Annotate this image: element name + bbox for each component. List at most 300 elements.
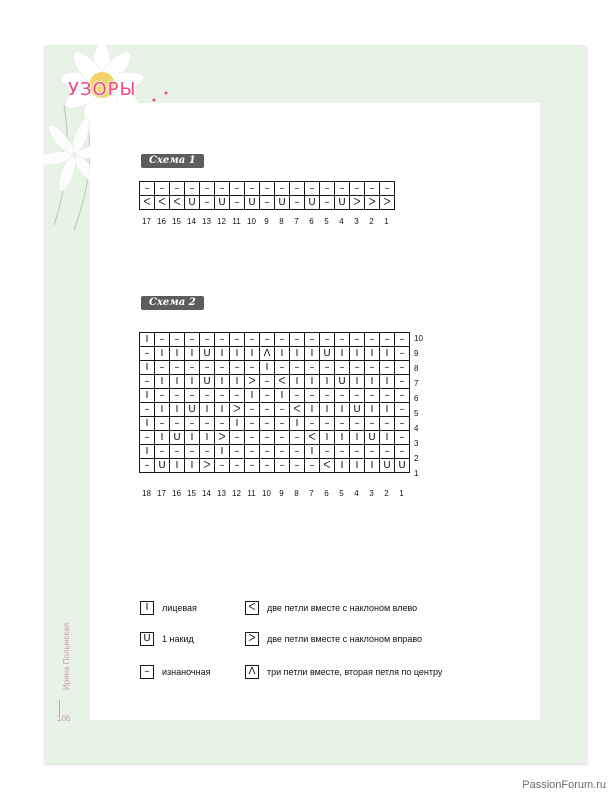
chart-cell: – xyxy=(245,333,260,347)
column-number: 16 xyxy=(172,489,181,498)
legend-label: изнаночная xyxy=(162,667,211,677)
legend-label: лицевая xyxy=(162,603,197,613)
chart-cell: U xyxy=(185,403,200,417)
chart-cell: U xyxy=(335,196,350,210)
chart-cell: U xyxy=(155,459,170,473)
chart-cell: I xyxy=(200,403,215,417)
chart-cell: I xyxy=(290,347,305,361)
chart-cell: – xyxy=(290,361,305,375)
legend-item-purl xyxy=(140,665,210,679)
chart-row xyxy=(140,347,410,361)
chart-cell: – xyxy=(260,459,275,473)
chart-cell: – xyxy=(365,417,380,431)
chart-cell: U xyxy=(200,347,215,361)
chart-row xyxy=(140,375,410,389)
chart-cell: U xyxy=(170,431,185,445)
chart-cell: – xyxy=(215,417,230,431)
chart-cell: – xyxy=(200,196,215,210)
column-number: 4 xyxy=(354,489,359,498)
chart-cell: ᐸ xyxy=(290,403,305,417)
author-name: Ирина Полынская xyxy=(62,622,71,690)
chart-cell: U xyxy=(245,196,260,210)
chart-cell: I xyxy=(230,375,245,389)
row-number: 7 xyxy=(414,379,419,388)
chart-cell: – xyxy=(230,361,245,375)
chart-cell: I xyxy=(140,445,155,459)
chart-cell: I xyxy=(140,361,155,375)
row-number: 3 xyxy=(414,439,419,448)
chart-cell: I xyxy=(155,347,170,361)
column-number: 9 xyxy=(279,489,284,498)
chart-cell: I xyxy=(215,347,230,361)
column-number: 5 xyxy=(324,217,329,226)
column-number: 13 xyxy=(217,489,226,498)
column-number: 11 xyxy=(232,217,241,226)
chart-cell: I xyxy=(215,403,230,417)
chart-row xyxy=(140,361,410,375)
chart-cell: I xyxy=(185,375,200,389)
chart-cell: I xyxy=(170,459,185,473)
legend-item-knit xyxy=(140,601,197,615)
column-number: 9 xyxy=(264,217,269,226)
chart-cell: – xyxy=(275,417,290,431)
column-number: 2 xyxy=(384,489,389,498)
scheme-1-column-numbers xyxy=(139,217,394,226)
chart-cell: – xyxy=(245,459,260,473)
chart-cell: – xyxy=(170,445,185,459)
chart-cell: – xyxy=(320,417,335,431)
chart-cell: I xyxy=(155,403,170,417)
chart-cell: – xyxy=(395,333,410,347)
legend-item-yarn-over xyxy=(140,632,194,646)
k2tog-left-symbol-icon: ᐸ xyxy=(245,601,259,615)
legend-item-k3tog-center xyxy=(245,665,442,679)
column-number: 6 xyxy=(309,217,314,226)
chart-cell: I xyxy=(305,347,320,361)
chart-cell: I xyxy=(245,347,260,361)
chart-cell: – xyxy=(260,431,275,445)
chart-cell: – xyxy=(260,182,275,196)
chart-cell: I xyxy=(170,347,185,361)
chart-cell: – xyxy=(320,445,335,459)
chart-cell: I xyxy=(245,389,260,403)
chart-cell: – xyxy=(365,333,380,347)
chart-cell: I xyxy=(380,431,395,445)
chart-cell: – xyxy=(200,417,215,431)
chart-row xyxy=(140,182,395,196)
chart-cell: – xyxy=(335,333,350,347)
column-number: 10 xyxy=(247,217,256,226)
column-number: 7 xyxy=(309,489,314,498)
chart-cell: I xyxy=(290,417,305,431)
chart-cell: – xyxy=(335,182,350,196)
chart-cell: I xyxy=(140,389,155,403)
chart-cell: I xyxy=(350,347,365,361)
legend-item-k2tog-left xyxy=(245,601,417,615)
chart-cell: – xyxy=(185,361,200,375)
chart-cell: – xyxy=(350,445,365,459)
chart-cell: – xyxy=(320,182,335,196)
chart-cell: ᐳ xyxy=(200,459,215,473)
chart-cell: I xyxy=(305,403,320,417)
chart-cell: I xyxy=(380,403,395,417)
chart-cell: I xyxy=(335,347,350,361)
column-number: 10 xyxy=(262,489,271,498)
chart-row xyxy=(140,445,410,459)
row-number: 5 xyxy=(414,409,419,418)
chart-cell: – xyxy=(215,333,230,347)
column-number: 17 xyxy=(142,217,151,226)
chart-cell: – xyxy=(395,445,410,459)
chart-cell: ᐸ xyxy=(155,196,170,210)
chart-cell: I xyxy=(365,459,380,473)
chart-cell: – xyxy=(140,403,155,417)
chart-cell: I xyxy=(140,333,155,347)
chart-cell: – xyxy=(275,431,290,445)
column-number: 8 xyxy=(279,217,284,226)
chart-row xyxy=(140,431,410,445)
chart-cell: I xyxy=(320,403,335,417)
chart-cell: – xyxy=(155,389,170,403)
chart-cell: ᐸ xyxy=(140,196,155,210)
column-number: 18 xyxy=(142,489,151,498)
chart-cell: – xyxy=(170,182,185,196)
chart-cell: ᐳ xyxy=(380,196,395,210)
chart-cell: ᐸ xyxy=(320,459,335,473)
chart-cell: – xyxy=(185,445,200,459)
chart-cell: – xyxy=(320,361,335,375)
column-number: 1 xyxy=(399,489,404,498)
chart-cell: – xyxy=(395,403,410,417)
chart-cell: – xyxy=(245,361,260,375)
scheme-2-chart xyxy=(139,332,410,473)
chart-cell: – xyxy=(140,182,155,196)
chart-cell: I xyxy=(305,375,320,389)
knit-symbol-icon: I xyxy=(140,601,154,615)
chart-cell: – xyxy=(230,445,245,459)
chart-cell: – xyxy=(155,445,170,459)
chart-cell: – xyxy=(155,182,170,196)
k2tog-right-symbol-icon: ᐳ xyxy=(245,632,259,646)
chart-cell: I xyxy=(320,375,335,389)
chart-cell: – xyxy=(170,417,185,431)
page-number: 106 xyxy=(57,714,71,723)
chart-cell: – xyxy=(215,182,230,196)
chart-cell: – xyxy=(170,389,185,403)
chart-cell: – xyxy=(380,445,395,459)
chart-cell: I xyxy=(275,389,290,403)
scheme-2-column-numbers xyxy=(139,489,409,498)
chart-cell: – xyxy=(350,361,365,375)
chart-cell: – xyxy=(335,417,350,431)
chart-cell: – xyxy=(155,417,170,431)
chart-cell: – xyxy=(200,361,215,375)
chart-cell: – xyxy=(290,333,305,347)
chart-cell: – xyxy=(230,431,245,445)
chart-cell: – xyxy=(140,347,155,361)
chart-cell: – xyxy=(335,389,350,403)
column-number: 2 xyxy=(369,217,374,226)
chart-row xyxy=(140,196,395,210)
column-number: 3 xyxy=(354,217,359,226)
column-number: 6 xyxy=(324,489,329,498)
chart-cell: I xyxy=(350,375,365,389)
chart-cell: U xyxy=(350,403,365,417)
purl-symbol-icon: – xyxy=(140,665,154,679)
chart-cell: – xyxy=(275,333,290,347)
row-number: 10 xyxy=(414,334,423,343)
chart-cell: – xyxy=(350,417,365,431)
chart-cell: – xyxy=(305,459,320,473)
chart-cell: – xyxy=(230,333,245,347)
chart-cell: Λ xyxy=(260,347,275,361)
chart-cell: I xyxy=(365,375,380,389)
chart-cell: – xyxy=(200,182,215,196)
chart-cell: – xyxy=(275,361,290,375)
chart-cell: U xyxy=(215,196,230,210)
chart-cell: – xyxy=(380,182,395,196)
chart-cell: U xyxy=(380,459,395,473)
chart-cell: – xyxy=(350,182,365,196)
legend-label: две петли вместе с наклоном влево xyxy=(267,603,418,613)
scheme-1-chart xyxy=(139,181,395,210)
chart-cell: – xyxy=(320,333,335,347)
chart-cell: – xyxy=(200,445,215,459)
column-number: 4 xyxy=(339,217,344,226)
chart-cell: I xyxy=(185,431,200,445)
chart-cell: I xyxy=(380,375,395,389)
chart-cell: – xyxy=(185,417,200,431)
column-number: 15 xyxy=(187,489,196,498)
watermark: PassionForum.ru xyxy=(522,779,606,791)
chart-cell: ᐳ xyxy=(365,196,380,210)
chart-cell: – xyxy=(260,196,275,210)
chart-cell: U xyxy=(200,375,215,389)
chart-cell: – xyxy=(290,196,305,210)
chart-cell: – xyxy=(305,417,320,431)
chart-cell: – xyxy=(260,389,275,403)
column-number: 1 xyxy=(384,217,389,226)
chart-cell: ᐳ xyxy=(350,196,365,210)
chart-cell: – xyxy=(365,361,380,375)
chart-cell: – xyxy=(290,459,305,473)
chart-cell: – xyxy=(245,403,260,417)
chart-cell: I xyxy=(350,431,365,445)
chart-row xyxy=(140,333,410,347)
yarn-over-symbol-icon: U xyxy=(140,632,154,646)
chart-cell: – xyxy=(380,333,395,347)
chart-cell: – xyxy=(290,389,305,403)
chart-cell: I xyxy=(215,445,230,459)
chart-cell: – xyxy=(230,389,245,403)
chart-cell: – xyxy=(305,389,320,403)
column-number: 14 xyxy=(202,489,211,498)
chart-cell: – xyxy=(275,459,290,473)
chart-cell: ᐸ xyxy=(275,375,290,389)
chart-cell: I xyxy=(335,431,350,445)
chart-cell: – xyxy=(260,375,275,389)
chart-cell: – xyxy=(350,389,365,403)
legend-label: 1 накид xyxy=(162,634,194,644)
chart-cell: – xyxy=(380,417,395,431)
chart-cell: – xyxy=(395,375,410,389)
column-number: 3 xyxy=(369,489,374,498)
chart-row xyxy=(140,389,410,403)
chart-cell: – xyxy=(320,389,335,403)
chart-cell: I xyxy=(155,431,170,445)
chart-cell: I xyxy=(305,445,320,459)
chart-cell: I xyxy=(320,431,335,445)
chart-cell: – xyxy=(170,333,185,347)
column-number: 8 xyxy=(294,489,299,498)
chart-cell: – xyxy=(230,196,245,210)
chart-cell: – xyxy=(395,431,410,445)
chart-cell: – xyxy=(200,389,215,403)
row-number: 8 xyxy=(414,364,419,373)
column-number: 14 xyxy=(187,217,196,226)
chart-cell: – xyxy=(245,182,260,196)
chart-row xyxy=(140,459,410,473)
chart-cell: – xyxy=(350,333,365,347)
chart-cell: I xyxy=(365,347,380,361)
chart-cell: – xyxy=(335,445,350,459)
chart-cell: – xyxy=(275,403,290,417)
chart-cell: U xyxy=(395,459,410,473)
legend-item-k2tog-right xyxy=(245,632,422,646)
chart-cell: – xyxy=(365,389,380,403)
chart-cell: – xyxy=(380,361,395,375)
chart-cell: ᐸ xyxy=(170,196,185,210)
chart-cell: – xyxy=(155,361,170,375)
chart-cell: – xyxy=(260,403,275,417)
chart-cell: – xyxy=(395,417,410,431)
chart-cell: – xyxy=(140,459,155,473)
chart-cell: – xyxy=(185,182,200,196)
column-number: 12 xyxy=(217,217,226,226)
chart-cell: I xyxy=(350,459,365,473)
chart-cell: – xyxy=(185,389,200,403)
k3tog-center-symbol-icon: Λ xyxy=(245,665,259,679)
chart-cell: – xyxy=(155,333,170,347)
chart-cell: – xyxy=(215,459,230,473)
column-number: 13 xyxy=(202,217,211,226)
column-number: 11 xyxy=(247,489,256,498)
chart-cell: – xyxy=(365,182,380,196)
chart-cell: ᐳ xyxy=(245,375,260,389)
row-number: 1 xyxy=(414,469,419,478)
chart-cell: – xyxy=(290,431,305,445)
chart-cell: – xyxy=(215,361,230,375)
chart-cell: – xyxy=(230,459,245,473)
chart-cell: – xyxy=(380,389,395,403)
chart-cell: I xyxy=(380,347,395,361)
chart-row xyxy=(140,403,410,417)
chart-cell: U xyxy=(275,196,290,210)
chart-cell: U xyxy=(320,347,335,361)
chart-cell: I xyxy=(155,375,170,389)
row-number: 2 xyxy=(414,454,419,463)
chart-cell: I xyxy=(275,347,290,361)
chart-row xyxy=(140,417,410,431)
chart-cell: ᐳ xyxy=(230,403,245,417)
chart-cell: – xyxy=(260,333,275,347)
chart-cell: I xyxy=(335,459,350,473)
chart-cell: U xyxy=(335,375,350,389)
chart-cell: – xyxy=(395,361,410,375)
column-number: 5 xyxy=(339,489,344,498)
chart-cell: – xyxy=(245,417,260,431)
chart-cell: I xyxy=(200,431,215,445)
chart-cell: – xyxy=(245,445,260,459)
chart-cell: – xyxy=(275,182,290,196)
chart-cell: – xyxy=(290,182,305,196)
chart-cell: I xyxy=(140,417,155,431)
chart-cell: – xyxy=(395,347,410,361)
legend-label: три петли вместе, вторая петля по центру xyxy=(267,667,443,677)
chart-cell: ᐸ xyxy=(305,431,320,445)
section-title: УЗОРЫ xyxy=(68,79,137,100)
chart-cell: – xyxy=(335,361,350,375)
chart-cell: U xyxy=(185,196,200,210)
row-number: 4 xyxy=(414,424,419,433)
column-number: 17 xyxy=(157,489,166,498)
chart-cell: – xyxy=(260,445,275,459)
chart-cell: – xyxy=(245,431,260,445)
scheme-1-label: Схема 1 xyxy=(141,154,204,168)
chart-cell: – xyxy=(275,445,290,459)
chart-cell: I xyxy=(185,347,200,361)
chart-cell: I xyxy=(290,375,305,389)
chart-cell: U xyxy=(365,431,380,445)
chart-cell: – xyxy=(290,445,305,459)
column-number: 7 xyxy=(294,217,299,226)
column-number: 15 xyxy=(172,217,181,226)
chart-cell: I xyxy=(185,459,200,473)
chart-cell: – xyxy=(320,196,335,210)
chart-cell: – xyxy=(140,431,155,445)
chart-cell: I xyxy=(215,375,230,389)
chart-cell: I xyxy=(230,347,245,361)
chart-cell: I xyxy=(335,403,350,417)
chart-cell: – xyxy=(305,361,320,375)
chart-cell: – xyxy=(215,389,230,403)
column-number: 16 xyxy=(157,217,166,226)
chart-cell: – xyxy=(305,182,320,196)
scheme-2-label: Схема 2 xyxy=(141,296,204,310)
chart-cell: I xyxy=(230,417,245,431)
chart-cell: I xyxy=(170,375,185,389)
chart-cell: – xyxy=(395,389,410,403)
chart-cell: – xyxy=(170,361,185,375)
chart-cell: – xyxy=(230,182,245,196)
chart-cell: – xyxy=(200,333,215,347)
chart-cell: ᐳ xyxy=(215,431,230,445)
chart-cell: – xyxy=(185,333,200,347)
chart-cell: U xyxy=(305,196,320,210)
chart-cell: – xyxy=(305,333,320,347)
legend-label: две петли вместе с наклоном вправо xyxy=(267,634,423,644)
row-number: 6 xyxy=(414,394,419,403)
row-number: 9 xyxy=(414,349,419,358)
chart-cell: – xyxy=(260,417,275,431)
chart-cell: – xyxy=(365,445,380,459)
sidebar-divider xyxy=(59,700,60,715)
chart-cell: I xyxy=(260,361,275,375)
column-number: 12 xyxy=(232,489,241,498)
chart-cell: – xyxy=(140,375,155,389)
chart-cell: I xyxy=(365,403,380,417)
chart-cell: I xyxy=(170,403,185,417)
